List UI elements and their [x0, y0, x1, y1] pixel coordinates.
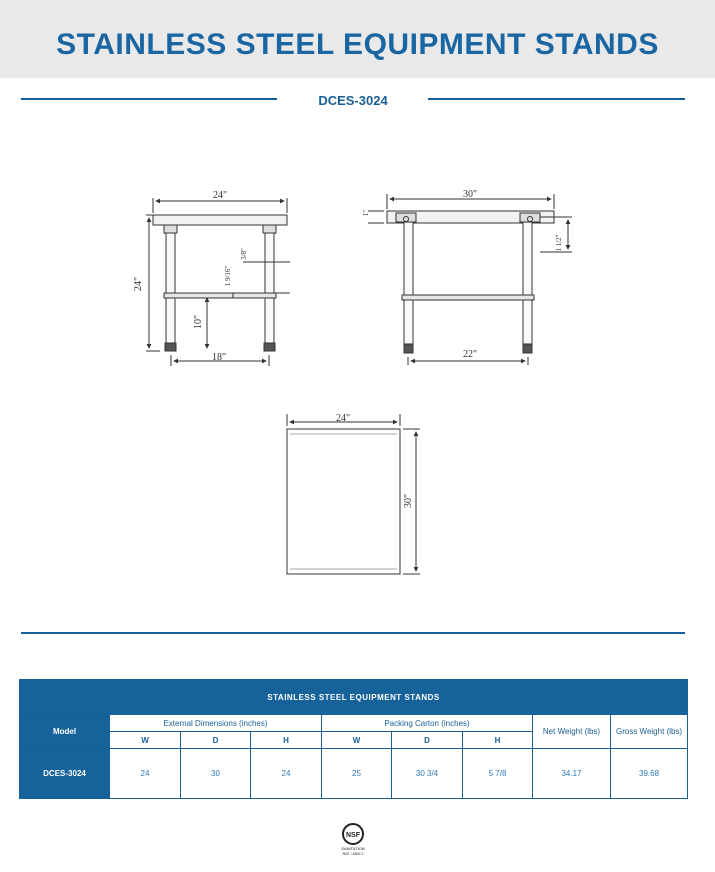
- nsf-certification-logo: [337, 822, 369, 856]
- pack-w-cell: 25: [322, 749, 392, 799]
- pack-h-header: H: [463, 732, 533, 749]
- gross-weight-cell: 39.68: [611, 749, 688, 799]
- nsf-mark-text: NSF: [346, 832, 360, 839]
- side-foot-span-label: 18": [211, 352, 227, 363]
- model-cell: DCES-3024: [20, 749, 110, 799]
- table-banner: STAINLESS STEEL EQUIPMENT STANDS: [20, 680, 688, 715]
- packing-carton-header: Packing Carton (inches): [322, 715, 533, 732]
- side-top-depth-label: 3/8": [240, 248, 248, 260]
- pack-h-cell: 5 7/8: [463, 749, 533, 799]
- side-width-label: 24": [212, 190, 228, 201]
- front-view-drawing: [368, 194, 572, 365]
- page-title: STAINLESS STEEL EQUIPMENT STANDS: [56, 28, 659, 61]
- ext-w-header: W: [110, 732, 181, 749]
- ext-h-header: H: [251, 732, 322, 749]
- sanitation-label: SANITATION: [341, 846, 365, 851]
- ext-d-cell: 30: [181, 749, 251, 799]
- front-side-depth-label: 1 1/2": [555, 234, 563, 252]
- gross-weight-header: Gross Weight (lbs): [611, 715, 688, 749]
- table-row: [20, 749, 688, 799]
- side-height-label: 24": [133, 276, 144, 292]
- front-width-label: 30": [462, 189, 478, 200]
- ext-d-header: D: [181, 732, 251, 749]
- ext-h-cell: 24: [251, 749, 322, 799]
- side-shelf-depth-label: 1 9/16": [224, 265, 232, 287]
- side-shelf-height-label: 10": [193, 314, 204, 330]
- net-weight-header: Net Weight (lbs): [533, 715, 611, 749]
- pack-d-header: D: [392, 732, 463, 749]
- external-dimensions-header: External Dimensions (inches): [110, 715, 322, 732]
- top-width-label: 24": [335, 413, 351, 424]
- top-view-drawing: [287, 414, 420, 574]
- top-length-label: 30": [403, 493, 414, 509]
- model-header: Model: [20, 715, 110, 749]
- pack-w-header: W: [322, 732, 392, 749]
- net-weight-cell: 34.17: [533, 749, 611, 799]
- pack-d-cell: 30 3/4: [392, 749, 463, 799]
- nsf-standard-label: NSF / ANSI 2: [342, 852, 364, 856]
- spec-table: [19, 679, 688, 799]
- ext-w-cell: 24: [110, 749, 181, 799]
- front-foot-span-label: 22": [462, 349, 478, 360]
- model-code: DCES-3024: [318, 93, 388, 108]
- divider-lower: [21, 632, 685, 634]
- side-view-drawing: [146, 198, 290, 366]
- front-top-depth-label: 1": [362, 209, 370, 217]
